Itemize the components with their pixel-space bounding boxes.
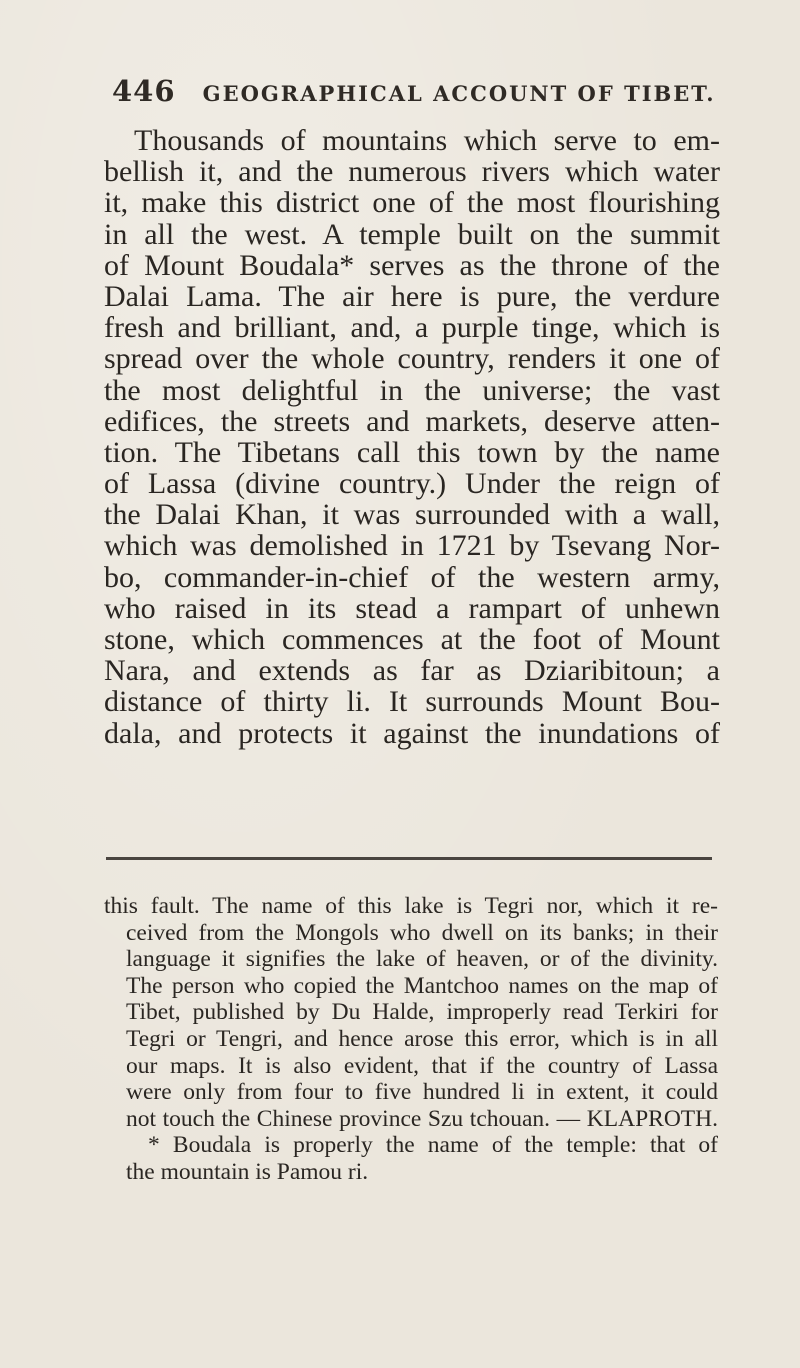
text-line: which was demolished in 1721 by Tsevang Nor- xyxy=(104,529,720,563)
text-line: stone, which commences at the foot of Mount xyxy=(104,623,720,656)
footnote-line: language it signifies the lake of heaven, or of the divinity. xyxy=(126,946,718,973)
footnote-line: not touch the Chinese province Szu tchouan. — KLAPROTH. xyxy=(126,1105,718,1132)
footnote-line: * Boudala is properly the name of the temple: that of xyxy=(148,1132,718,1159)
text-line: Thousands of mountains which serve to em- xyxy=(134,124,720,157)
text-line: edifices, the streets and markets, deserve atten- xyxy=(104,404,720,438)
text-line: who raised in its stead a rampart of unhewn xyxy=(104,591,720,625)
running-head xyxy=(112,74,752,108)
text-line: tion. The Tibetans call this town by the name xyxy=(104,435,720,469)
footnote-line: our maps. It is also evident, that if the country of Lassa xyxy=(126,1052,718,1079)
text-line: bo, commander-in-chief of the western army, xyxy=(104,560,720,594)
text-line: bellish it, and the numerous rivers which water xyxy=(104,155,720,189)
text-line: of Mount Boudala* serves as the throne of the xyxy=(104,248,720,282)
text-line: fresh and brilliant, and, a purple tinge, which is xyxy=(104,311,720,345)
footnote-line: Tegri or Tengri, and hence arose this error, which is in all xyxy=(126,1025,718,1052)
footnote-line: the mountain is Pamou ri. xyxy=(126,1158,369,1185)
footnote-line: Tibet, published by Du Halde, improperly read Terkiri for xyxy=(126,999,718,1026)
footnote-line: The person who copied the Mantchoo names on the map of xyxy=(126,972,718,999)
text-line: distance of thirty li. It surrounds Mount Bou- xyxy=(104,685,720,719)
text-line: the most delightful in the universe; the vast xyxy=(104,373,720,407)
text-line: it, make this district one of the most flourishing xyxy=(104,186,720,220)
text-line: Dalai Lama. The air here is pure, the verdure xyxy=(104,279,720,313)
text-line: dala, and protects it against the inundations of xyxy=(104,716,720,750)
footnote-line: this fault. The name of this lake is Tegri nor, which it re- xyxy=(104,893,718,919)
footnote-line: ceived from the Mongols who dwell on its banks; in their xyxy=(126,919,718,946)
text-line: spread over the whole country, renders it one of xyxy=(104,342,720,376)
text-line: Nara, and extends as far as Dziaribitoun; a xyxy=(104,654,720,688)
text-line: in all the west. A temple built on the summit xyxy=(104,217,720,251)
text-line: the Dalai Khan, it was surrounded with a wall, xyxy=(104,498,720,532)
page-number: 446 xyxy=(112,74,176,108)
text-line: of Lassa (divine country.) Under the reign of xyxy=(104,467,720,501)
running-title: GEOGRAPHICAL ACCOUNT OF TIBET. xyxy=(202,81,716,106)
footnote xyxy=(104,893,718,1186)
footnote-divider xyxy=(106,857,712,860)
footnote-line: were only from four to five hundred li in extent, it could xyxy=(126,1079,718,1106)
main-text xyxy=(104,125,720,749)
